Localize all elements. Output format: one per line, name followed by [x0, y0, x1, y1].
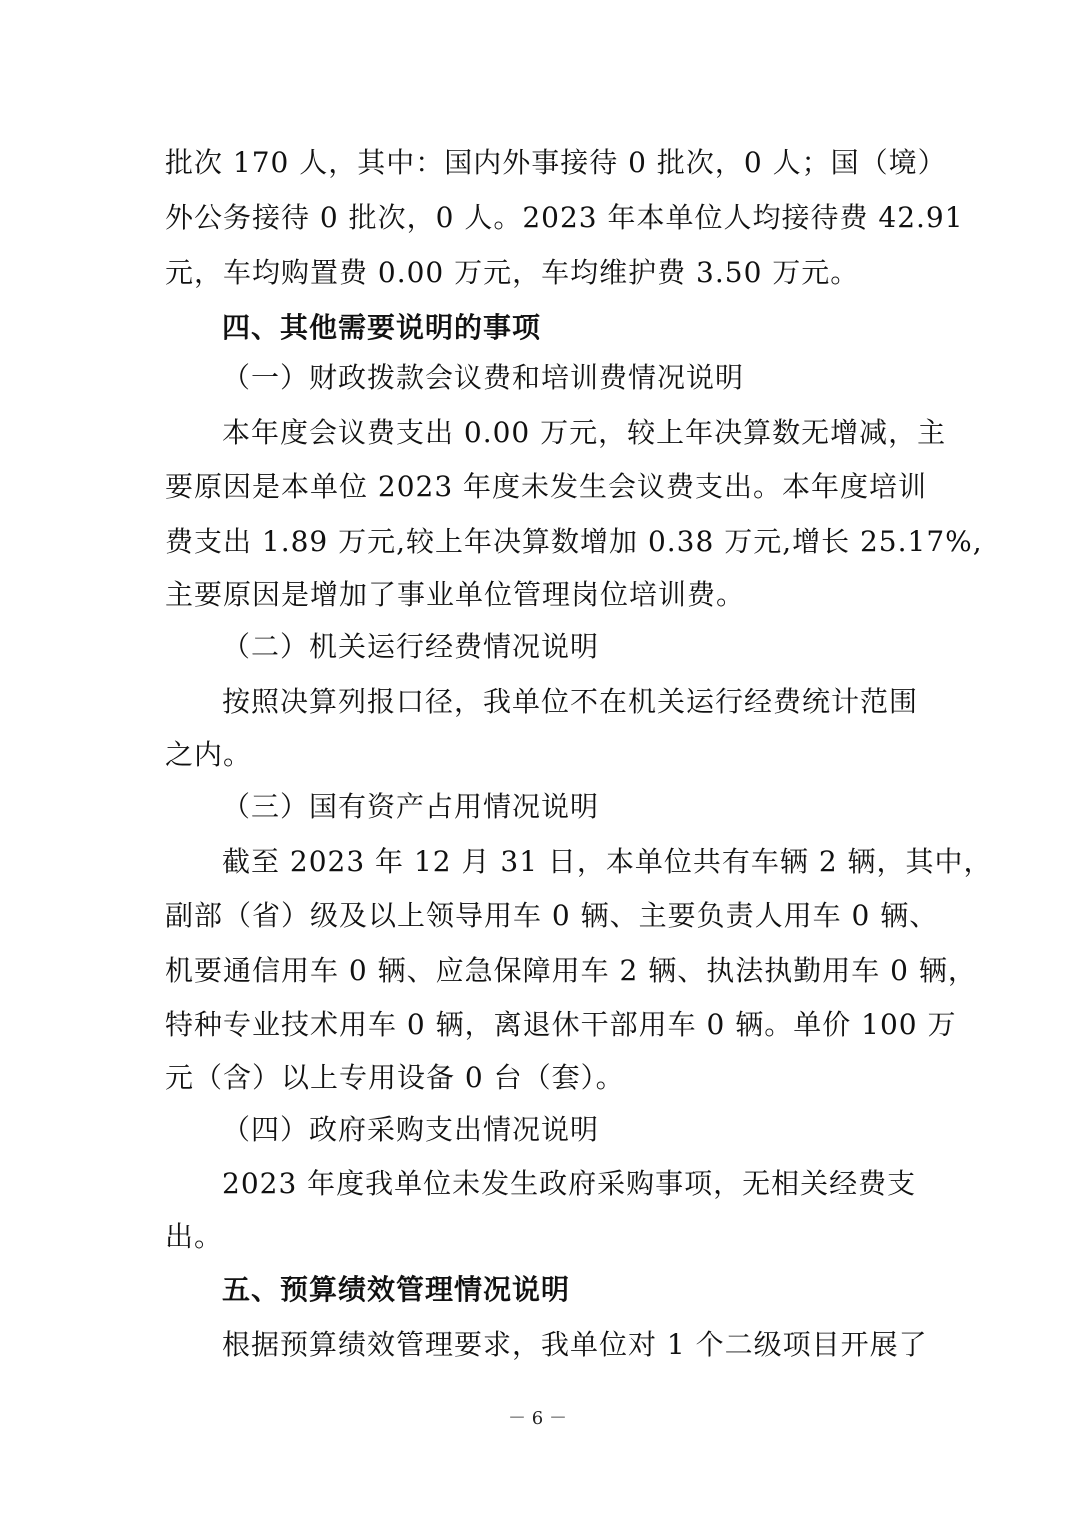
paragraph-line: 费支出 1.89 万元,较上年决算数增加 0.38 万元,增长 25.17%, — [165, 525, 983, 558]
paragraph-line: 根据预算绩效管理要求，我单位对 1 个二级项目开展了 — [222, 1328, 928, 1361]
paragraph-line: 要原因是本单位 2023 年度未发生会议费支出。本年度培训 — [165, 470, 928, 503]
paragraph-line: 机要通信用车 0 辆、应急保障用车 2 辆、执法执勤用车 0 辆， — [165, 954, 977, 987]
paragraph-line: 出。 — [165, 1220, 224, 1253]
paragraph-line: 外公务接待 0 批次，0 人。2023 年本单位人均接待费 42.91 — [165, 201, 964, 234]
subsection-heading: （三）国有资产占用情况说明 — [222, 790, 600, 823]
paragraph-line: 之内。 — [165, 738, 253, 771]
paragraph-line: 截至 2023 年 12 月 31 日，本单位共有车辆 2 辆，其中， — [222, 845, 993, 878]
subsection-heading: （四）政府采购支出情况说明 — [222, 1113, 600, 1146]
section-heading: 五、预算绩效管理情况说明 — [222, 1273, 571, 1306]
paragraph-line: 按照决算列报口径，我单位不在机关运行经费统计范围 — [222, 685, 919, 718]
paragraph-line: 副部（省）级及以上领导用车 0 辆、主要负责人用车 0 辆、 — [165, 899, 939, 932]
subsection-heading: （二）机关运行经费情况说明 — [222, 630, 600, 663]
paragraph-line: 批次 170 人，其中：国内外事接待 0 批次，0 人；国（境） — [165, 146, 947, 179]
page-number: － 6 － — [508, 1408, 567, 1429]
paragraph-line: 本年度会议费支出 0.00 万元，较上年决算数无增减，主 — [222, 416, 947, 449]
paragraph-line: 元，车均购置费 0.00 万元，车均维护费 3.50 万元。 — [165, 256, 860, 289]
paragraph-line: 2023 年度我单位未发生政府采购事项，无相关经费支 — [222, 1167, 917, 1200]
subsection-heading: （一）财政拨款会议费和培训费情况说明 — [222, 361, 745, 394]
paragraph-line: 特种专业技术用车 0 辆，离退休干部用车 0 辆。单价 100 万 — [165, 1008, 957, 1041]
section-heading: 四、其他需要说明的事项 — [222, 311, 542, 344]
paragraph-line: 元（含）以上专用设备 0 台（套）。 — [165, 1061, 625, 1094]
paragraph-line: 主要原因是增加了事业单位管理岗位培训费。 — [165, 578, 746, 611]
